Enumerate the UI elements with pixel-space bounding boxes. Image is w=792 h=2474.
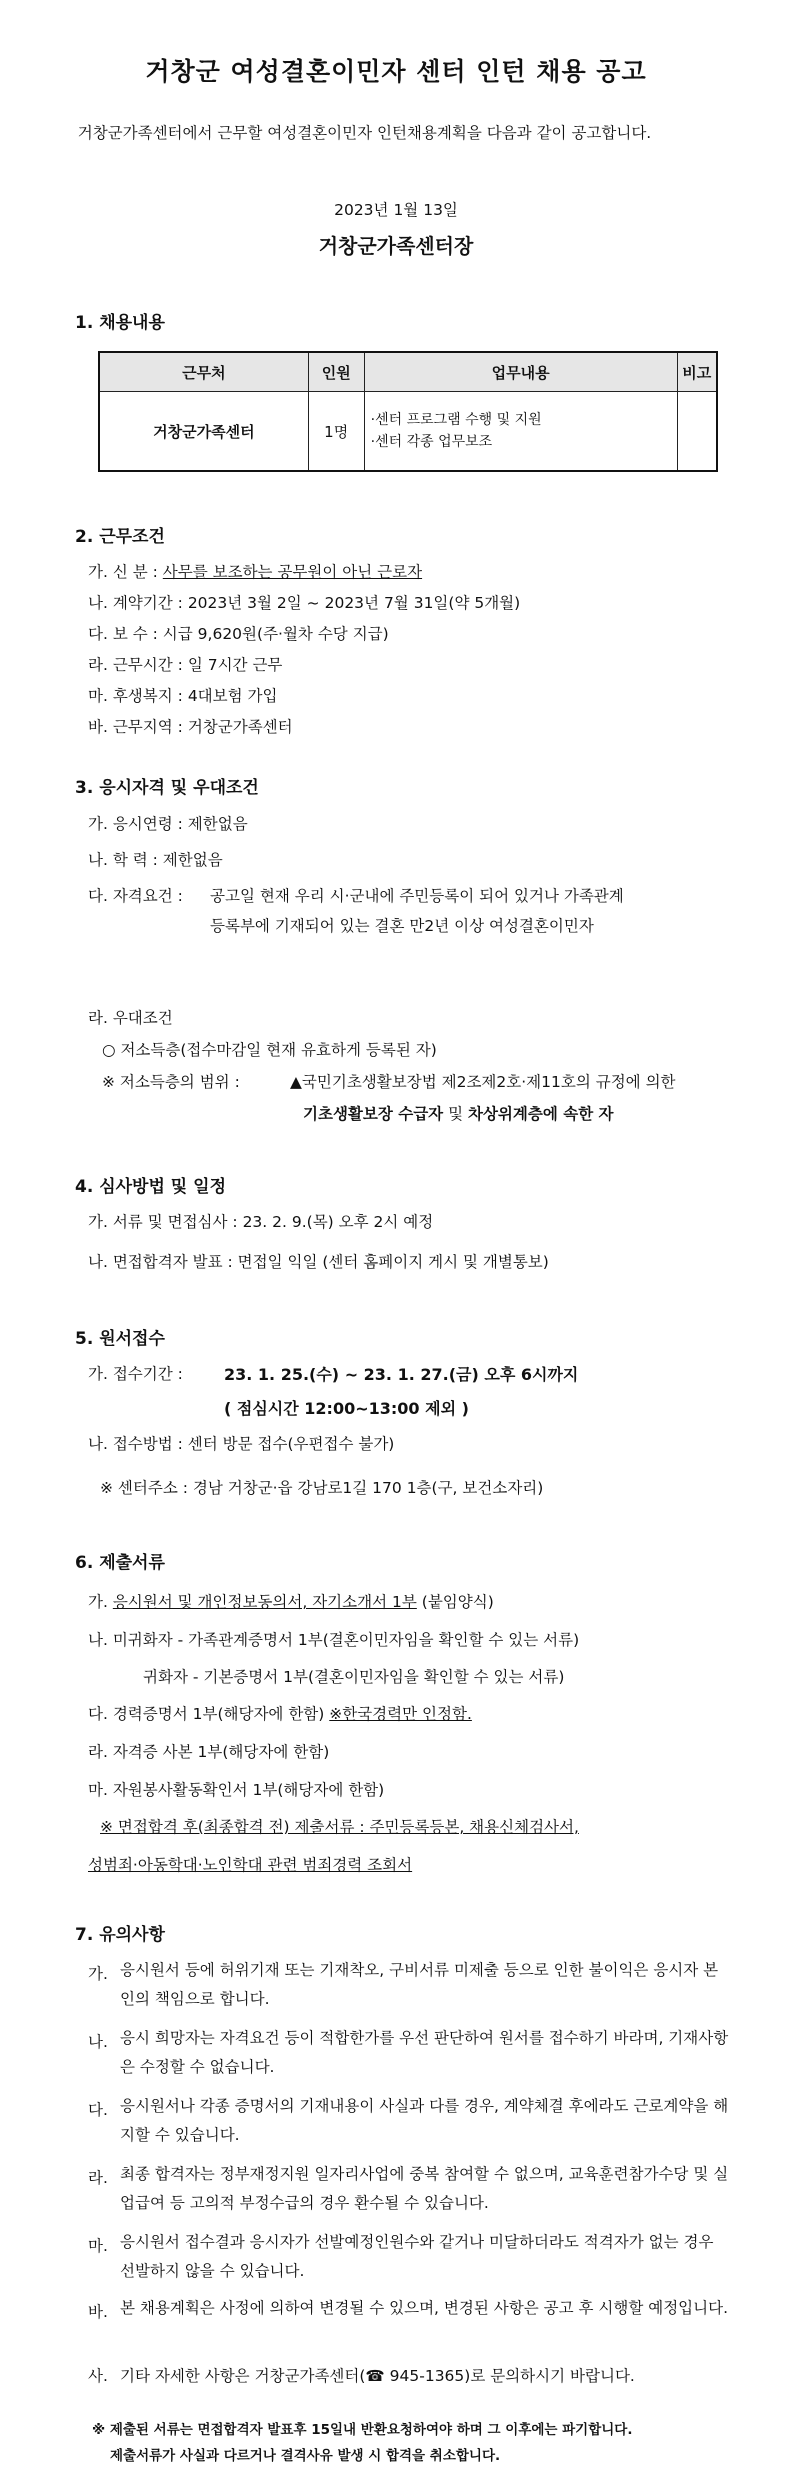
condition-item	[88, 591, 520, 613]
qualification-label: 다. 자격요건 :	[88, 887, 183, 905]
section-heading: 6. 제출서류	[75, 1553, 165, 1573]
notice-item: 응시원서 접수결과 응시자가 선발예정인원수와 같거나 미달하더라도 적격자가 없는 경우 선발하지 않을 수 있습니다.	[120, 2233, 714, 2280]
qualification-text: 등록부에 기재되어 있는 결혼 만2년 이상 여성결혼이민자	[210, 917, 594, 935]
table-header: 인원	[308, 352, 364, 392]
notice-item: 최종 합격자는 정부재정지원 일자리사업에 중복 참여할 수 없으며, 교육훈련참가수당 및 실업급여 등 고의적 부정수급의 경우 환수될 수 있습니다.	[120, 2165, 729, 2212]
table-header-row	[99, 352, 717, 392]
schedule-item: 나. 면접합격자 발표 : 면접일 익일 (센터 홈페이지 게시 및 개별통보)	[88, 1253, 549, 1271]
condition-label: 바. 근무지역 :	[88, 718, 183, 736]
notice-label: 나.	[88, 2033, 108, 2051]
document-item: 마. 자원봉사활동확인서 1부(해당자에 한함)	[88, 1781, 385, 1799]
document-item: 귀화자 - 기본증명서 1부(결혼이민자임을 확인할 수 있는 서류)	[143, 1668, 565, 1686]
doc-rest: (붙임양식)	[416, 1593, 494, 1611]
notice-item: 본 채용계획은 사정에 의하여 변경될 수 있으며, 변경된 사항은 공고 후 시행할 예정입니다.	[120, 2299, 729, 2317]
post-interview-docs: ※ 면접합격 후(최종합격 전) 제출서류 : 주민등록등본, 채용신체검사서,	[100, 1818, 579, 1836]
table-row	[99, 392, 717, 472]
footer-note: ※ 제출된 서류는 면접합격자 발표후 15일내 반환요청하여야 하며 그 이후에는 파기합니다.	[92, 2422, 633, 2438]
preference-item: ○ 저소득층(접수마감일 현재 유효하게 등록된 자)	[102, 1041, 437, 1059]
document-item: 나. 미귀화자 - 가족관계증명서 1부(결혼이민자임을 확인할 수 있는 서류)	[88, 1631, 580, 1649]
footer-note: 제출서류가 사실과 다르거나 결격사유 발생 시 합격을 취소합니다.	[110, 2448, 501, 2464]
application-method: 나. 접수방법 : 센터 방문 접수(우편접수 불가)	[88, 1435, 395, 1453]
notice-item: 응시원서 등에 허위기재 또는 기재착오, 구비서류 미제출 등으로 인한 불이익은 응시자 본인의 책임으로 합니다.	[120, 1961, 719, 2008]
scope-conj: 및	[443, 1105, 468, 1123]
section-heading: 2. 근무조건	[75, 527, 165, 547]
condition-value: 사무를 보조하는 공무원이 아닌 근로자	[162, 563, 423, 581]
condition-label: 라. 근무시간 :	[88, 656, 183, 674]
notice-label: 다.	[88, 2101, 108, 2119]
low-income-scope-text: ▲국민기초생활보장법 제2조제2호·제11호의 규정에 의한	[290, 1073, 676, 1091]
issuing-org: 거창군가족센터장	[318, 234, 474, 258]
condition-value: 일 7시간 근무	[187, 656, 283, 674]
schedule-item: 가. 서류 및 면접심사 : 23. 2. 9.(목) 오후 2시 예정	[88, 1213, 434, 1231]
post-interview-docs: 성범죄·아동학대·노인학대 관련 범죄경력 조회서	[88, 1856, 413, 1874]
table-cell-note	[677, 392, 717, 472]
duty-item: ·센터 각종 업무보조	[370, 434, 493, 450]
condition-item	[88, 622, 389, 644]
condition-item	[88, 560, 422, 582]
low-income-scope-text	[303, 1102, 614, 1124]
condition-value: 거창군가족센터	[187, 718, 293, 736]
section-heading: 4. 심사방법 및 일정	[75, 1177, 226, 1197]
notice-label: 가.	[88, 1965, 108, 1983]
table-cell-place: 거창군가족센터	[99, 392, 308, 472]
condition-label: 가. 신 분 :	[88, 563, 158, 581]
section-heading: 1. 채용내용	[75, 313, 165, 333]
condition-label: 나. 계약기간 :	[88, 594, 183, 612]
scope-bold: 차상위계층에 속한 자	[467, 1105, 614, 1123]
qualification-age: 가. 응시연령 : 제한없음	[88, 815, 248, 833]
section-heading: 5. 원서접수	[75, 1329, 165, 1349]
condition-value: 시급 9,620원(주·월차 수당 지급)	[162, 625, 389, 643]
table-header: 업무내용	[364, 352, 677, 392]
notice-item: 응시 희망자는 자격요건 등이 적합한가를 우선 판단하여 원서를 접수하기 바라며, 기재사항은 수정할 수 없습니다.	[120, 2029, 729, 2076]
doc-label: 가.	[88, 1593, 113, 1611]
application-period-label: 가. 접수기간 :	[88, 1365, 183, 1383]
qualification-text: 공고일 현재 우리 시·군내에 주민등록이 되어 있거나 가족관계	[210, 887, 624, 905]
table-header: 근무처	[99, 352, 308, 392]
lunch-break: ( 점심시간 12:00~13:00 제외 )	[224, 1399, 469, 1418]
doc-underlined: ※한국경력만 인정함.	[329, 1705, 472, 1723]
preference-heading: 라. 우대조건	[88, 1009, 173, 1027]
document-item	[88, 1590, 494, 1612]
section-heading: 3. 응시자격 및 우대조건	[75, 778, 259, 798]
low-income-scope-label: ※ 저소득층의 범위 :	[102, 1073, 240, 1091]
notice-label: 라.	[88, 2169, 108, 2187]
doc-underlined: 응시원서 및 개인정보동의서, 자기소개서 1부	[112, 1593, 417, 1611]
application-period: 23. 1. 25.(수) ~ 23. 1. 27.(금) 오후 6시까지	[224, 1365, 579, 1384]
notice-date: 2023년 1월 13일	[334, 201, 458, 219]
condition-value: 4대보험 가입	[187, 687, 278, 705]
doc-text: 다. 경력증명서 1부(해당자에 한함)	[88, 1705, 330, 1723]
center-address: ※ 센터주소 : 경남 거창군·읍 강남로1길 170 1층(구, 보건소자리)	[100, 1479, 544, 1497]
intro-text: 거창군가족센터에서 근무할 여성결혼이민자 인턴채용계획을 다음과 같이 공고합니다.	[77, 124, 652, 142]
section-heading: 7. 유의사항	[75, 1925, 165, 1945]
condition-label: 마. 후생복지 :	[88, 687, 183, 705]
document-item	[88, 1702, 472, 1724]
document-item: 라. 자격증 사본 1부(해당자에 한함)	[88, 1743, 330, 1761]
notice-item: 기타 자세한 사항은 거창군가족센터(☎ 945-1365)로 문의하시기 바랍니다.	[120, 2367, 635, 2385]
notice-label: 사.	[88, 2367, 108, 2385]
notice-item: 응시원서나 각종 증명서의 기재내용이 사실과 다를 경우, 계약체결 후에라도 근로계약을 해지할 수 있습니다.	[120, 2097, 729, 2144]
condition-value: 2023년 3월 2일 ~ 2023년 7월 31일(약 5개월)	[187, 594, 521, 612]
condition-label: 다. 보 수 :	[88, 625, 158, 643]
duty-item: ·센터 프로그램 수행 및 지원	[370, 412, 542, 428]
table-cell-duty	[364, 392, 677, 472]
notice-title: 거창군 여성결혼이민자 센터 인턴 채용 공고	[145, 57, 647, 86]
recruitment-table	[98, 351, 718, 472]
notice-label: 바.	[88, 2303, 108, 2321]
scope-bold: 기초생활보장 수급자	[303, 1105, 444, 1123]
condition-item	[88, 715, 293, 737]
table-header: 비고	[677, 352, 717, 392]
qualification-education: 나. 학 력 : 제한없음	[88, 851, 223, 869]
condition-item	[88, 653, 282, 675]
table-cell-count: 1명	[308, 392, 364, 472]
condition-item	[88, 684, 277, 706]
notice-label: 마.	[88, 2237, 108, 2255]
